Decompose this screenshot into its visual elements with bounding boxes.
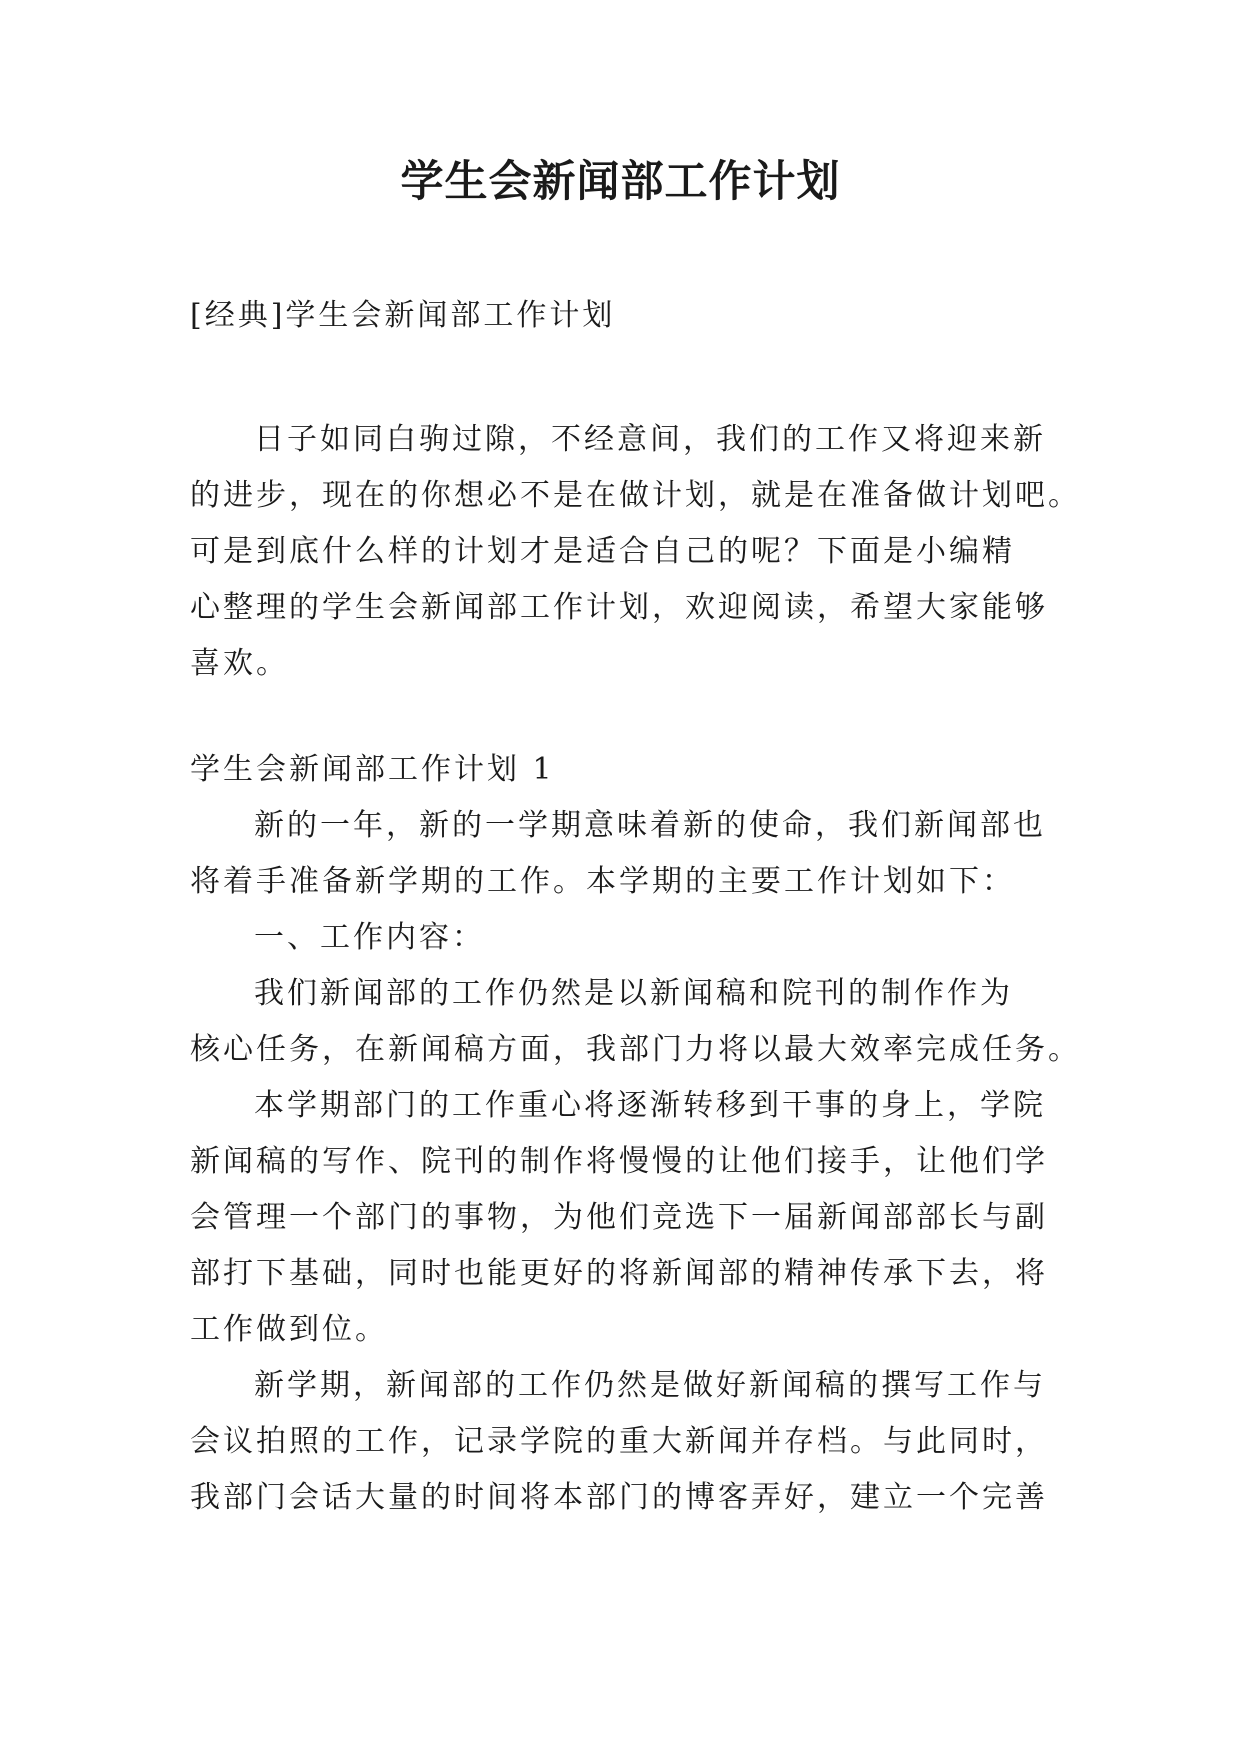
text-line: 可是到底什么样的计划才是适合自己的呢？下面是小编精 xyxy=(190,534,1015,569)
text-line: 工作做到位。 xyxy=(190,1312,388,1347)
document-subtitle: [经典]学生会新闻部工作计划 xyxy=(190,298,616,333)
text-line: 心整理的学生会新闻部工作计划，欢迎阅读，希望大家能够 xyxy=(190,590,1048,625)
text-line: 核心任务，在新闻稿方面，我部门力将以最大效率完成任务。 xyxy=(190,1032,1081,1067)
section-heading: 学生会新闻部工作计划 1 xyxy=(190,752,555,787)
text-line: 部打下基础，同时也能更好的将新闻部的精神传承下去，将 xyxy=(190,1256,1048,1291)
text-line: 喜欢。 xyxy=(190,646,289,681)
text-line: 将着手准备新学期的工作。本学期的主要工作计划如下： xyxy=(190,864,1015,899)
text-line: 日子如同白驹过隙，不经意间，我们的工作又将迎来新 xyxy=(254,422,1046,457)
text-line: 新的一年，新的一学期意味着新的使命，我们新闻部也 xyxy=(254,808,1046,843)
text-line: 新闻稿的写作、院刊的制作将慢慢的让他们接手，让他们学 xyxy=(190,1144,1048,1179)
item-heading: 一、工作内容： xyxy=(254,920,485,955)
paragraph xyxy=(190,1358,1052,1526)
text-line: 本学期部门的工作重心将逐渐转移到干事的身上，学院 xyxy=(254,1088,1046,1123)
document-title: 学生会新闻部工作计划 xyxy=(400,157,841,207)
text-line: 我们新闻部的工作仍然是以新闻稿和院刊的制作作为 xyxy=(254,976,1013,1011)
text-line: 的进步，现在的你想必不是在做计划，就是在准备做计划吧。 xyxy=(190,478,1081,513)
intro-paragraph xyxy=(190,412,1081,692)
document-body xyxy=(190,288,1081,1526)
paragraph xyxy=(190,966,1081,1078)
text-line: 我部门会话大量的时间将本部门的博客弄好，建立一个完善 xyxy=(190,1480,1048,1515)
text-line: 新学期，新闻部的工作仍然是做好新闻稿的撰写工作与 xyxy=(254,1368,1046,1403)
text-line: 会议拍照的工作，记录学院的重大新闻并存档。与此同时， xyxy=(190,1424,1048,1459)
paragraph xyxy=(190,1078,1052,1358)
text-line: 会管理一个部门的事物，为他们竞选下一届新闻部部长与副 xyxy=(190,1200,1048,1235)
paragraph xyxy=(190,798,1052,910)
